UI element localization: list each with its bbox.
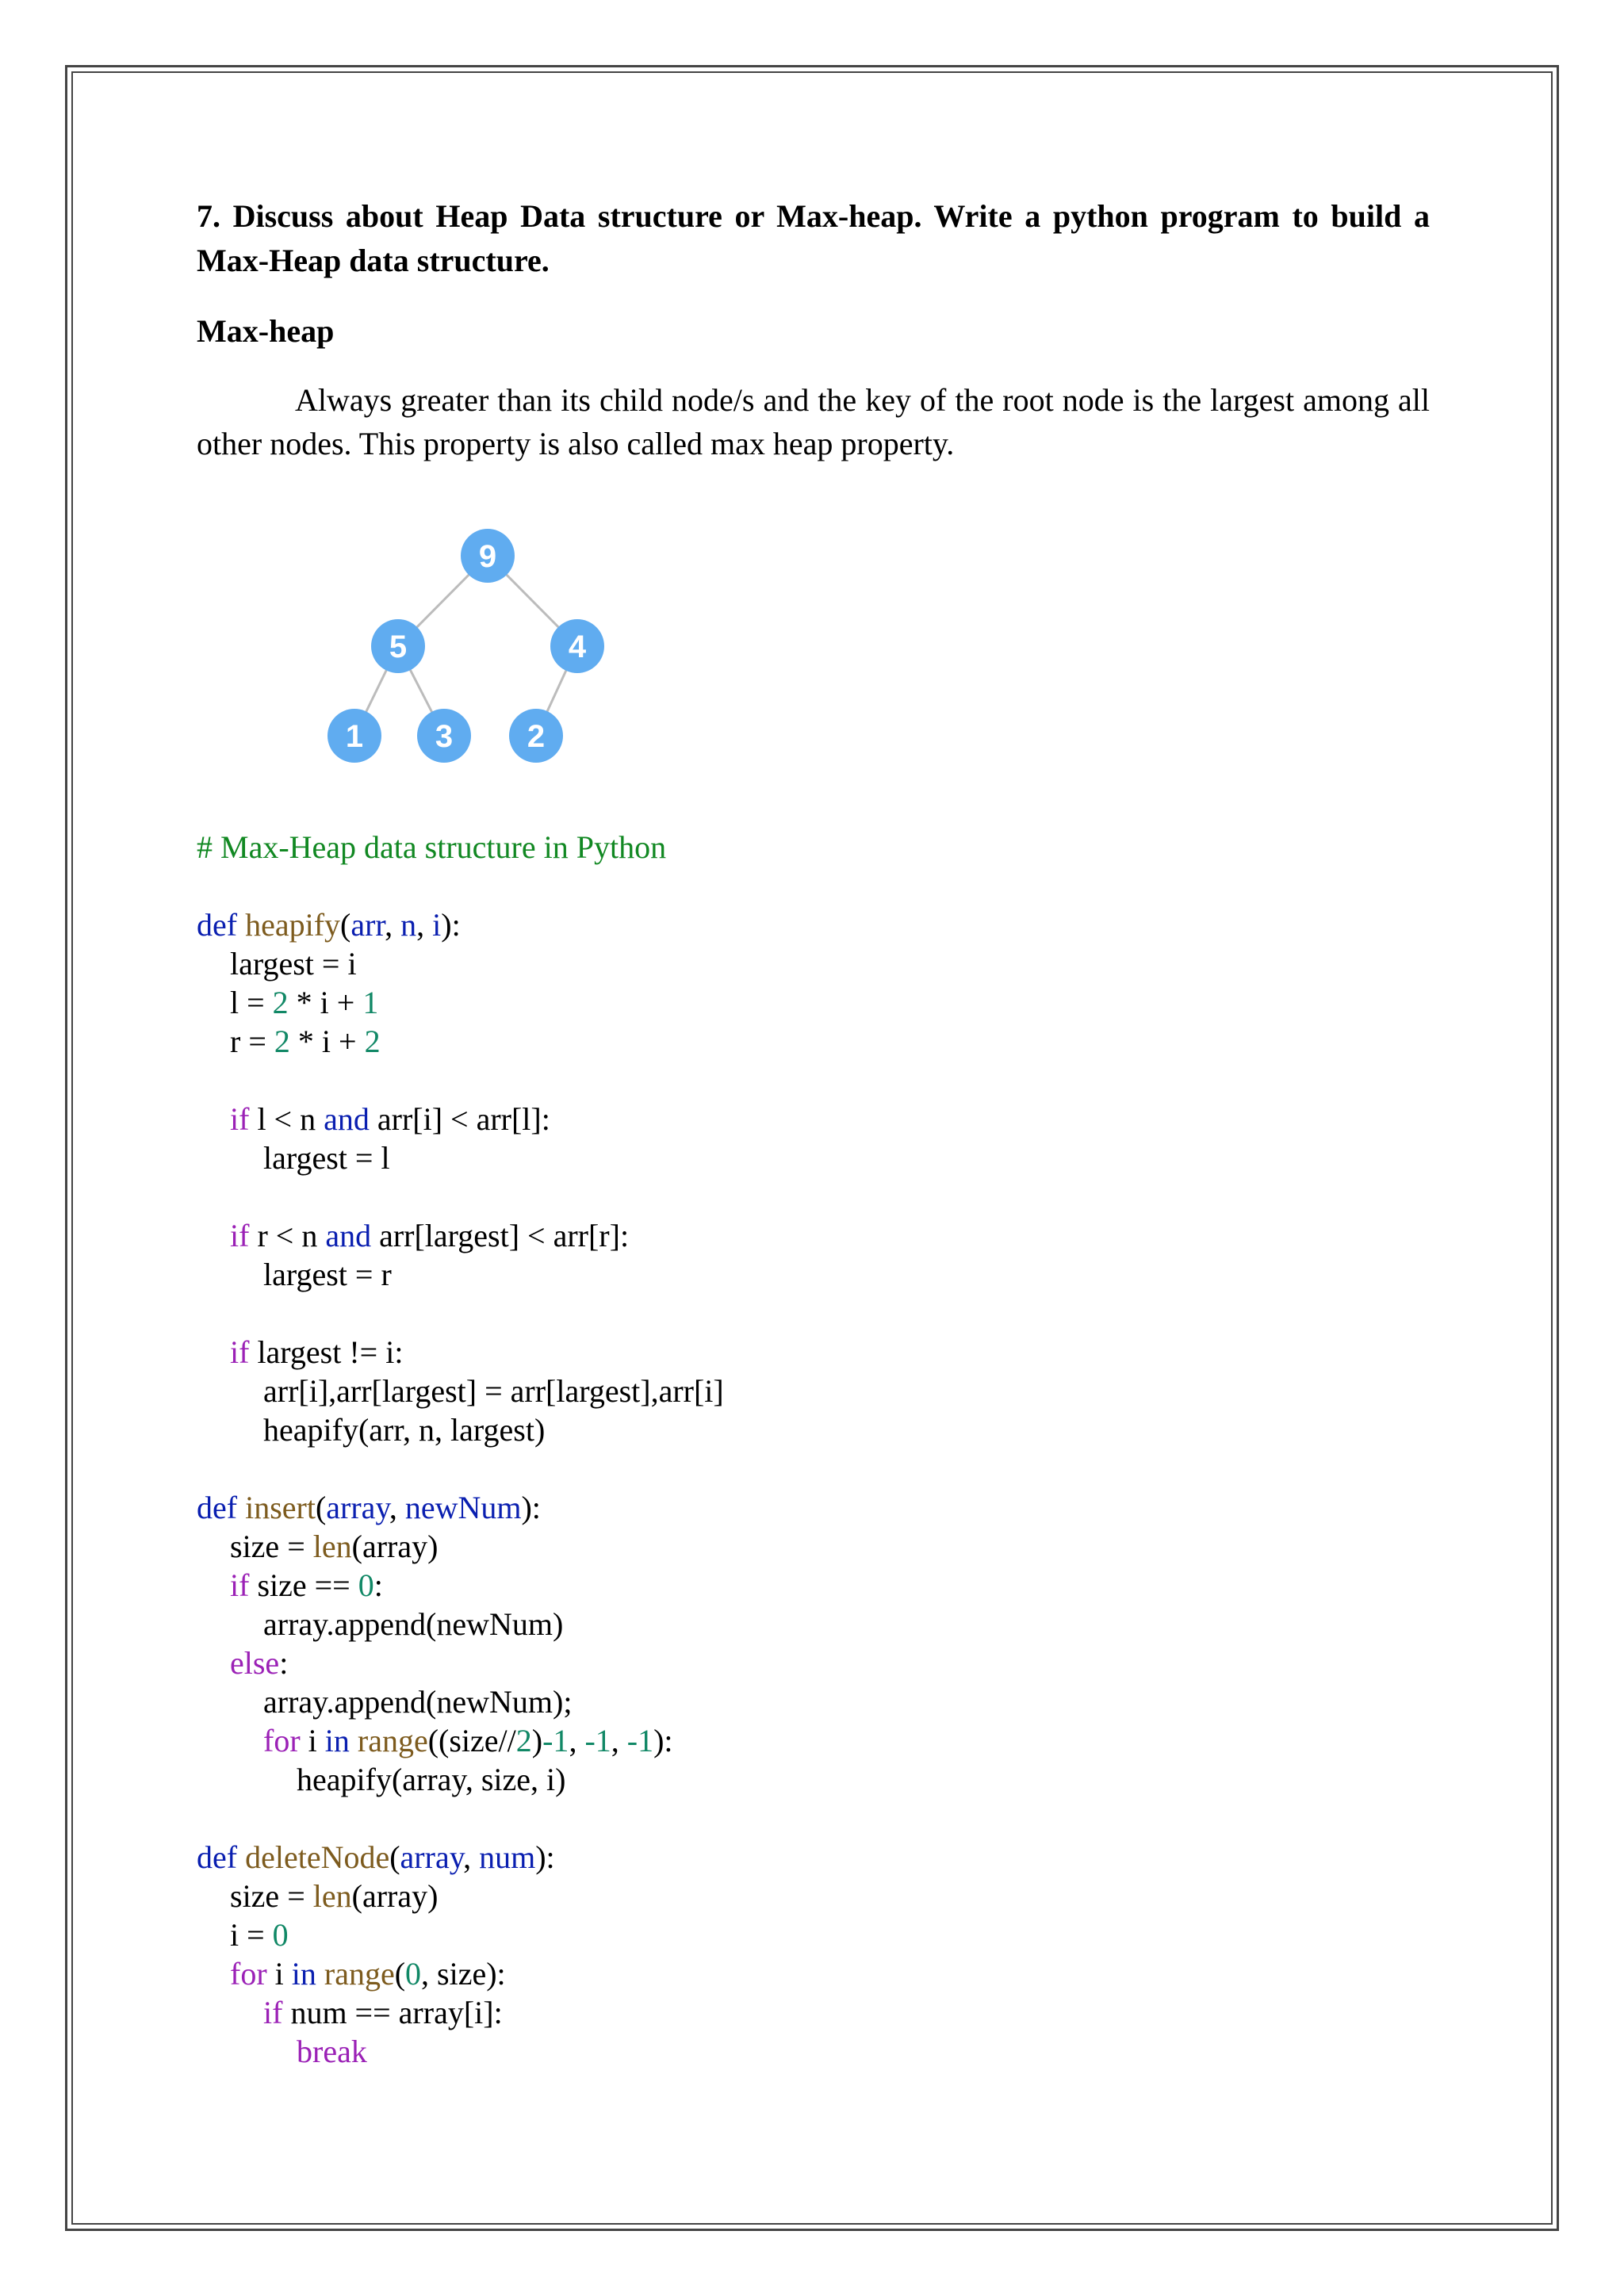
node-root (461, 529, 515, 583)
node-left (371, 619, 425, 673)
builtin: range (324, 1956, 395, 1992)
param: array (400, 1839, 464, 1875)
code-text: * i + (288, 985, 363, 1020)
code-text: largest != i: (249, 1334, 404, 1370)
code-line: for i in range(0, size): (230, 1956, 506, 1992)
param: i (432, 907, 442, 943)
code-text: : (279, 1645, 289, 1681)
number: 2 (364, 1024, 381, 1059)
code-text: size = (230, 1878, 313, 1914)
kw: if (263, 1995, 283, 2030)
code-line: break (297, 2034, 367, 2069)
code-line: largest = l (263, 1140, 390, 1176)
code-line: array.append(newNum); (263, 1684, 573, 1720)
number: 1 (362, 985, 379, 1020)
code-text: , size): (421, 1956, 506, 1992)
code-line (197, 1644, 1430, 1682)
param: arr (350, 907, 385, 943)
code-line: def deleteNode(array, num): (197, 1839, 555, 1875)
code-text: r = (230, 1024, 274, 1059)
code-line (197, 1022, 1430, 1061)
node-right (550, 619, 604, 673)
code-line: def insert(array, newNum): (197, 1490, 541, 1525)
code-text: * i + (289, 1024, 365, 1059)
kw: def (197, 1490, 238, 1525)
code-line: arr[i],arr[largest] = arr[largest],arr[i] (263, 1373, 724, 1409)
code-line (197, 1216, 1430, 1255)
code-text: l = (230, 985, 273, 1020)
number: 0 (358, 1567, 374, 1603)
number: 2 (274, 1024, 290, 1059)
number: 0 (272, 1917, 289, 1953)
kw: if (230, 1101, 250, 1137)
blank-line (197, 1294, 1430, 1333)
number: 0 (405, 1956, 422, 1992)
code-line (197, 983, 1430, 1022)
param: newNum (404, 1490, 522, 1525)
fn-name: deleteNode (245, 1839, 390, 1875)
kw: for (263, 1723, 301, 1758)
blank-line (197, 1449, 1430, 1488)
code-line: def heapify(arr, n, i): (197, 907, 461, 943)
number: 2 (515, 1723, 532, 1758)
blank-line (197, 1177, 1430, 1216)
code-text: i = (230, 1917, 273, 1953)
code-text: : (373, 1567, 383, 1603)
node-label: 2 (527, 719, 546, 754)
kw: and (325, 1218, 372, 1253)
number: -1 (542, 1723, 569, 1758)
code-text: (array) (351, 1878, 439, 1914)
builtin: len (312, 1878, 352, 1914)
param: array (326, 1490, 389, 1525)
code-text: arr[i] < arr[l]: (369, 1101, 550, 1137)
kw: in (291, 1956, 316, 1992)
kw: def (197, 907, 238, 943)
node-left-right (417, 709, 471, 763)
question-heading: 7. Discuss about Heap Data structure or Max-heap. Write a python program to build a Max-Heap data structure. (197, 198, 1430, 278)
definition-paragraph (197, 378, 1430, 465)
code-text: i (308, 1723, 317, 1758)
kw: if (230, 1218, 250, 1253)
code-line: heapify(arr, n, largest) (263, 1412, 546, 1448)
code-text: size = (230, 1529, 313, 1564)
section-title: Max-heap (197, 313, 335, 349)
kw: and (324, 1101, 370, 1137)
builtin: range (357, 1723, 428, 1758)
code-line (197, 1877, 1430, 1915)
code-text: ((size// (427, 1723, 516, 1758)
node-label: 1 (345, 719, 364, 754)
code-text: size == (249, 1567, 358, 1603)
code-line: heapify(array, size, i) (297, 1762, 566, 1797)
code-line: for i in range((size//2)-1, -1, -1): (263, 1723, 673, 1758)
code-line: array.append(newNum) (263, 1606, 564, 1642)
code-text: i (274, 1956, 284, 1992)
code-line (197, 1915, 1430, 1954)
builtin: len (312, 1529, 352, 1564)
node-label: 5 (389, 629, 408, 664)
kw: else (230, 1645, 280, 1681)
code-line (197, 1566, 1430, 1605)
code-line (197, 1527, 1430, 1566)
kw: if (230, 1567, 250, 1603)
code-line (197, 1100, 1430, 1138)
fn-name: insert (245, 1490, 316, 1525)
paragraph-text: Always greater than its child node/s and the key of the root node is the largest among all other nodes. This property is also called max heap property. (197, 382, 1430, 461)
kw: in (324, 1723, 350, 1758)
blank-line (197, 867, 1430, 905)
code-line: largest = r (263, 1257, 392, 1292)
code-text: arr[largest] < arr[r]: (371, 1218, 630, 1253)
node-label: 9 (478, 539, 497, 574)
fn-name: heapify (245, 907, 341, 943)
code-text: (array) (351, 1529, 439, 1564)
blank-line (197, 1799, 1430, 1838)
code-text: num == array[i]: (282, 1995, 503, 2030)
number: -1 (584, 1723, 611, 1758)
kw: for (230, 1956, 267, 1992)
code-line (197, 1333, 1430, 1372)
code-comment: # Max-Heap data structure in Python (197, 829, 667, 865)
code-line (197, 1993, 1430, 2032)
param: num (479, 1839, 536, 1875)
number: 2 (272, 985, 289, 1020)
max-heap-diagram (313, 522, 630, 775)
code-text: l < n (249, 1101, 324, 1137)
number: -1 (626, 1723, 654, 1758)
code-text: r < n (249, 1218, 326, 1253)
blank-line (197, 1061, 1430, 1100)
param: n (400, 907, 417, 943)
node-right-left (509, 709, 563, 763)
node-label: 4 (568, 629, 587, 664)
code-line: largest = i (230, 946, 357, 982)
kw: if (230, 1334, 250, 1370)
kw: def (197, 1839, 238, 1875)
node-label: 3 (435, 719, 454, 754)
code-block (197, 828, 1430, 2071)
node-left-left (327, 709, 381, 763)
